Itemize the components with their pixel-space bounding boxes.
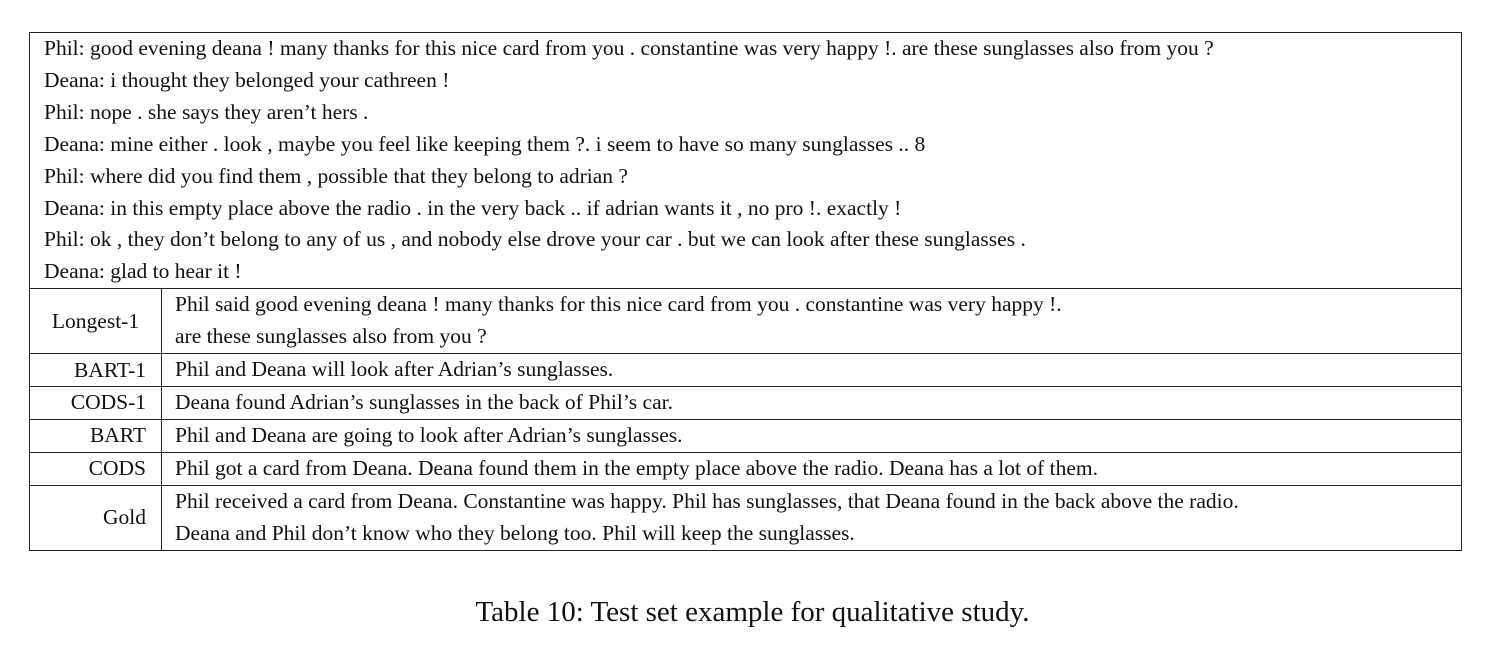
summary-label: BART-1	[30, 354, 162, 386]
summary-line: Phil said good evening deana ! many thanks for this nice card from you . constantine was very happy !.	[175, 292, 1062, 317]
summary-line: are these sunglasses also from you ?	[175, 324, 487, 349]
summary-text	[162, 453, 1461, 485]
dialogue-line: Phil: where did you find them , possible that they belong to adrian ?	[44, 163, 628, 188]
summary-text	[162, 486, 1461, 550]
summary-row-cods-1	[30, 386, 1461, 419]
dialogue-line: Phil: nope . she says they aren’t hers .	[44, 99, 369, 124]
summary-text	[162, 387, 1461, 419]
summary-label: Gold	[30, 486, 162, 550]
table-caption: Table 10: Test set example for qualitative study.	[475, 596, 1030, 628]
summary-line: Deana found Adrian’s sunglasses in the back of Phil’s car.	[175, 389, 673, 414]
summary-text	[162, 289, 1461, 353]
summary-line: Deana and Phil don’t know who they belong too. Phil will keep the sunglasses.	[175, 520, 855, 545]
dialogue-line: Deana: in this empty place above the radio . in the very back .. if adrian wants it , no pro !. exactly !	[44, 195, 902, 220]
summary-label: CODS-1	[30, 387, 162, 419]
dialogue-line: Deana: i thought they belonged your cathreen !	[44, 67, 450, 92]
summary-row-bart	[30, 419, 1461, 452]
dialogue-line: Deana: mine either . look , maybe you feel like keeping them ?. i seem to have so many sunglasses .. 8	[44, 131, 926, 156]
summary-row-gold	[30, 485, 1461, 550]
summary-label: Longest-1	[30, 289, 162, 353]
dialogue-line: Phil: good evening deana ! many thanks for this nice card from you . constantine was very happy !. are these sunglasses also from you ?	[44, 36, 1214, 60]
summary-text	[162, 420, 1461, 452]
summary-line: Phil received a card from Deana. Constantine was happy. Phil has sunglasses, that Deana found in the back above the radio.	[175, 488, 1239, 513]
summary-label: CODS	[30, 453, 162, 485]
summary-line: Phil and Deana are going to look after Adrian’s sunglasses.	[175, 422, 683, 447]
summary-row-bart-1	[30, 353, 1461, 386]
summary-row-longest-1	[30, 288, 1461, 353]
summary-row-cods	[30, 452, 1461, 485]
summary-label: BART	[30, 420, 162, 452]
dialogue-line: Phil: ok , they don’t belong to any of us , and nobody else drove your car . but we can look after these sunglasses .	[44, 227, 1026, 252]
summary-text	[162, 354, 1461, 386]
qualitative-example-table	[29, 32, 1462, 551]
summary-line: Phil got a card from Deana. Deana found them in the empty place above the radio. Deana has a lot of them.	[175, 455, 1098, 480]
dialogue-line: Deana: glad to hear it !	[44, 259, 242, 284]
summary-line: Phil and Deana will look after Adrian’s sunglasses.	[175, 357, 614, 382]
dialogue-section	[30, 33, 1461, 288]
